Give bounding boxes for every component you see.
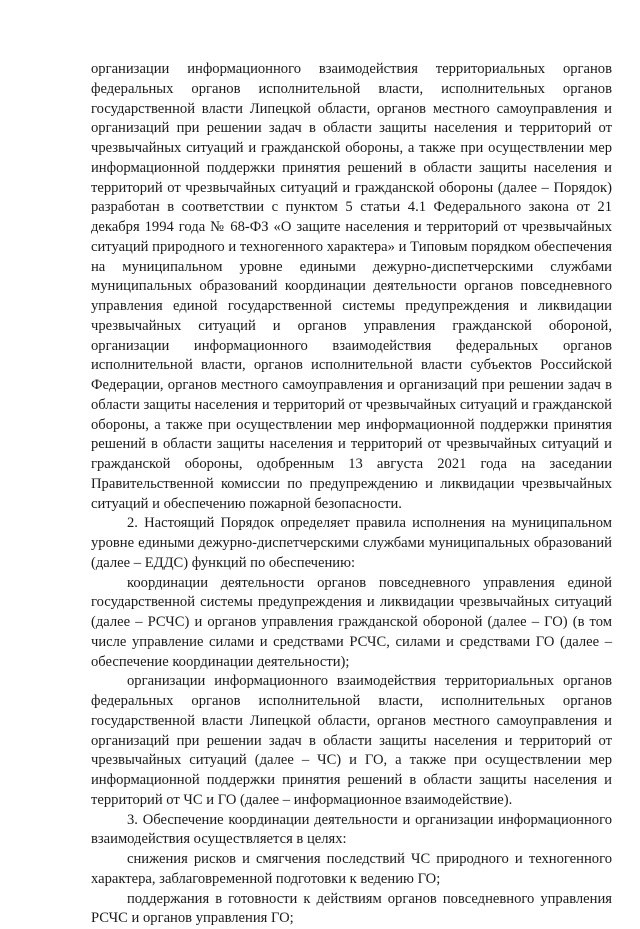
paragraph-risk-reduction: снижения рисков и смягчения последствий ЧС природного и техногенного характера, заблаговременной подготовки к ведению ГО;: [91, 850, 612, 890]
paragraph-item-3: 3. Обеспечение координации деятельности и организации информационного взаимодействия осуществляется в целях:: [91, 811, 612, 851]
paragraph-order-basis: организации информационного взаимодействия территориальных органов федеральных органов исполнительной власти, исполнительных органов государственной власти Липецкой области, органов местного самоуправления и организаций при решении задач в области защиты населения и территорий от чрезвычайных ситуаций и гражданской обороны, а также при осуществлении мер информационной поддержки принятия решений в области защиты населения и территорий от чрезвычайных ситуаций и гражданской обороны (далее – Порядок) разработан в соответствии с пунктом 5 статьи 4.1 Федерального закона от 21 декабря 1994 года № 68-ФЗ «О защите населения и территорий от чрезвычайных ситуаций природного и техногенного характера» и Типовым порядком обеспечения на муниципальном уровне едиными дежурно-диспетчерскими службами муниципальных образований координации деятельности органов повседневного управления единой государственной системы предупреждения и ликвидации чрезвычайных ситуаций и органов управления гражданской обороной, организации информационного взаимодействия федеральных органов исполнительной власти, органов исполнительной власти субъектов Российской Федерации, органов местного самоуправления и организаций при решении задач в области защиты населения и территорий от чрезвычайных ситуаций и гражданской обороны, а также при осуществлении мер информационной поддержки принятия решений в области защиты населения и территорий от чрезвычайных ситуаций и гражданской обороны, одобренным 13 августа 2021 года на заседании Правительственной комиссии по предупреждению и ликвидации чрезвычайных ситуаций и обеспечению пожарной безопасности.: [91, 60, 612, 514]
paragraph-information-interaction: организации информационного взаимодействия территориальных органов федеральных органов исполнительной власти, исполнительных органов государственной власти Липецкой области, органов местного самоуправления и организаций при решении задач в области защиты населения и территорий от чрезвычайных ситуаций (далее – ЧС) и ГО, а также при осуществлении мер информационной поддержки принятия решений в области защиты населения и территорий от ЧС и ГО (далее – информационное взаимодействие).: [91, 672, 612, 810]
document-page: [91, 60, 612, 929]
paragraph-readiness: поддержания в готовности к действиям органов повседневного управления РСЧС и органов управления ГО;: [91, 890, 612, 929]
paragraph-coordination: координации деятельности органов повседневного управления единой государственной системы предупреждения и ликвидации чрезвычайных ситуаций (далее – РСЧС) и органов управления гражданской обороной (далее – ГО) (в том числе управление силами и средствами РСЧС, силами и средствами ГО (далее – обеспечение координации деятельности);: [91, 574, 612, 673]
paragraph-item-2: 2. Настоящий Порядок определяет правила исполнения на муниципальном уровне едиными дежурно-диспетчерскими службами муниципальных образований (далее – ЕДДС) функций по обеспечению:: [91, 514, 612, 573]
